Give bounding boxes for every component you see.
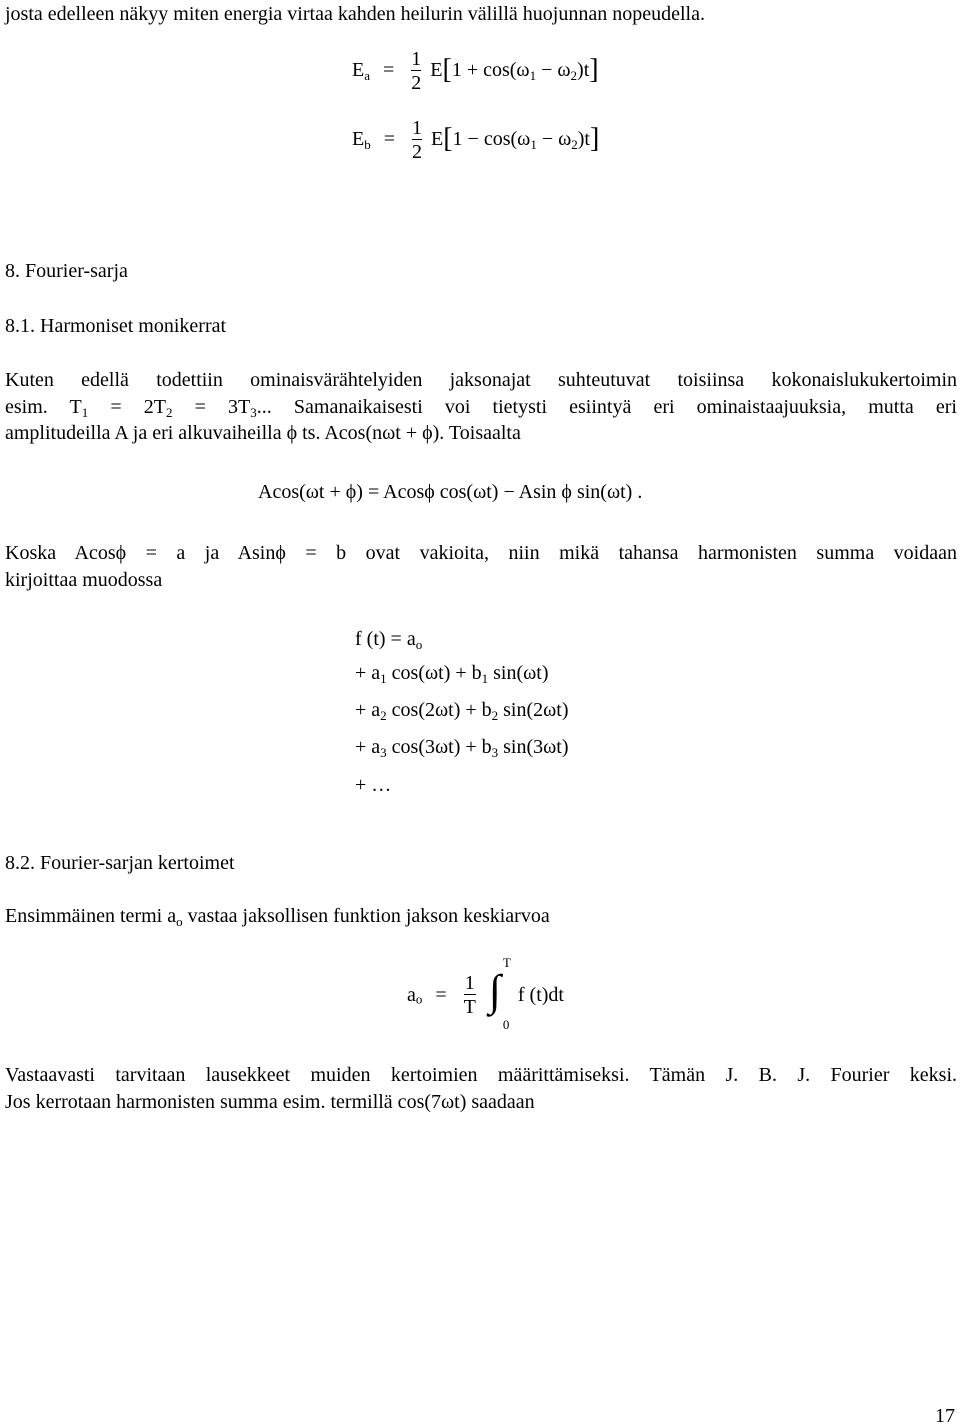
fourier-series-line-1: f $(t) = a_o$ [355, 628, 423, 652]
fraction-half: $\frac{1}{2}$ [411, 48, 422, 94]
paragraph-ao: Ensimmäinen termi $a_o$ vastaa jaksollisen funktion jakson keskiarvoa [5, 905, 550, 929]
equation-ao-integral: $a_o$ = $\frac{1}{T}$ ∫ T 0 f (t)dt [407, 955, 564, 1032]
fourier-series-line-5: + … [355, 774, 392, 796]
heading-section-8-2: 8.2. Fourier-sarjan kertoimet [5, 852, 235, 874]
paragraph-koska: Koska Acosϕ = a ja Asinϕ = b ovat vakioita, niin mikä tahansa harmonisten summa voidaan kirjoittaa muodossa [5, 542, 957, 591]
fourier-series-line-2: + $a_1$ $\cos(\omega t) + b_1$ sin(ωt) [355, 662, 549, 686]
equation-acos-identity: Acos(ωt + ϕ) = Acosϕ cos(ωt) − Asin ϕ sin(ωt) . [258, 481, 643, 503]
page-number: 17 [935, 1405, 955, 1427]
fourier-series-line-4: + $a_3$ $\cos(3\omega t) + b_3$ sin(3ωt) [355, 736, 569, 760]
equation-ea: $E_a$ = $\frac{1}{2}$ $E[1 + \cos(\omega_1 - \omega_2)t]$ [352, 48, 599, 94]
fraction-half: $\frac{1}{2}$ [412, 117, 422, 163]
equation-eb: $E_b$ = $\frac{1}{2}$ $E[1 - \cos(\omega_1 - \omega_2)t]$ [352, 117, 600, 163]
fraction-one-over-t: $\frac{1}{T}$ [463, 971, 476, 1018]
integral-sign: ∫ T 0 [488, 955, 511, 1032]
paragraph-harmonics: Kuten edellä todettiin ominaisvärähtelyiden jaksonajat suhteutuvat toisiinsa kokonaislukukertoimin esim. $T_1 = 2T_2 = 3T_3$... Samanaikaisesti voi tietysti esiintyä eri ominaistaajuuksia, mutta eri amplitudeilla A ja eri alkuvaiheilla ϕ ts. Acos(nωt + ϕ). Toisaalta [5, 369, 957, 444]
paragraph-vastaavasti: Vastaavasti tarvitaan lausekkeet muiden kertoimien määrittämiseksi. Tämän J. B. J. Fourier keksi. Jos kerrotaan harmonisten summa esim. termillä cos(7ωt) saadaan [5, 1064, 957, 1113]
fourier-series-line-3: + $a_2$ $\cos(2\omega t) + b_2$ sin(2ωt) [355, 699, 569, 723]
heading-section-8: 8. Fourier-sarja [5, 260, 128, 282]
intro-line: josta edelleen näkyy miten energia virtaa kahden heilurin välillä huojunnan nopeudella. [5, 3, 705, 25]
heading-section-8-1: 8.1. Harmoniset monikerrat [5, 315, 227, 337]
